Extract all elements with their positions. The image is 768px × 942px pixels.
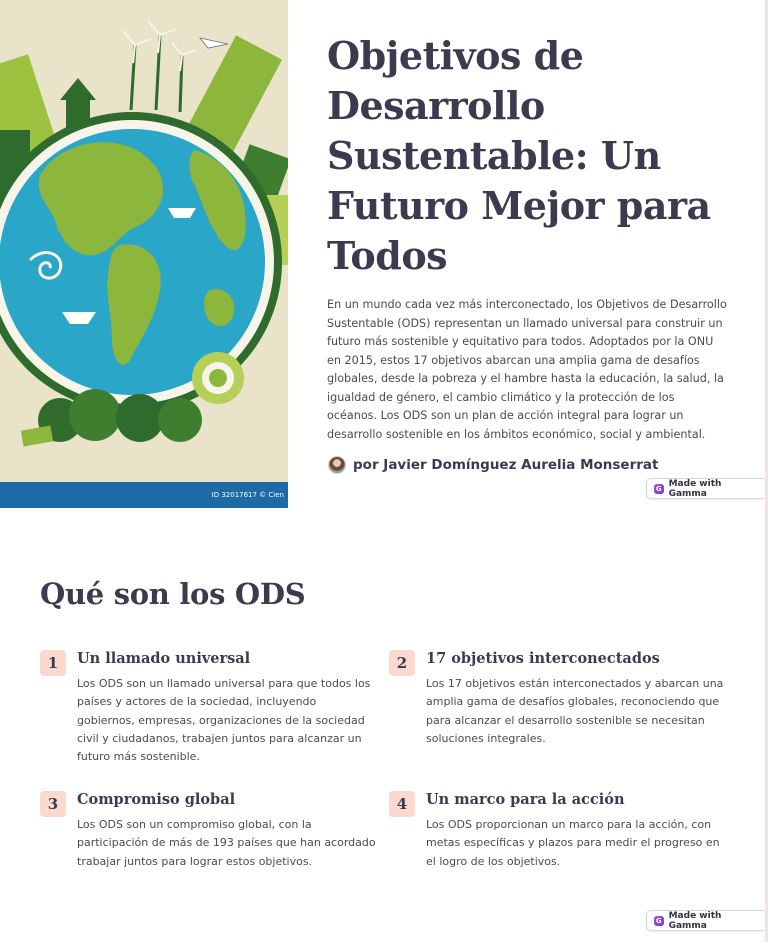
item-title: Compromiso global: [77, 791, 236, 808]
author-byline: [328, 456, 658, 474]
page-title: Objetivos de Desarrollo Sustentable: Un Futuro Mejor para Todos: [327, 33, 711, 278]
section-title: Qué son los ODS: [40, 577, 306, 611]
item-body: Los ODS son un compromiso global, con la participación de más de 193 países que han acordado trabajar juntos para lograr estos objetivos.: [77, 818, 376, 868]
gamma-logo-icon: G: [655, 484, 662, 493]
intro-paragraph: En un mundo cada vez más interconectado, los Objetivos de Desarrollo Sustentable (ODS) representan un llamado universal para construir un futuro más sostenible y equitativo para todos. Adoptados por la ONU en 2015, estos 17 objetivos abarcan una amplia gama de desafíos globales, desde la pobreza y el hambre hasta la educación, la salud, la igualdad de género, el cambio climático y la protección de los océanos. Los ODS son un plan de acción integral para lograr un desarrollo sostenible en los ámbitos económico, social y ambiental.: [327, 298, 727, 441]
item-title: Un marco para la acción: [426, 791, 625, 808]
hero-illustration: [0, 0, 288, 508]
made-with-gamma-badge[interactable]: [646, 910, 768, 931]
made-with-gamma-label: Made with Gamma: [668, 478, 722, 499]
item-number-badge: 1: [40, 650, 66, 676]
item-body: Los ODS proporcionan un marco para la acción, con metas específicas y plazos para medir el progreso en el logro de los objetivos.: [426, 818, 720, 868]
avatar: [328, 456, 346, 474]
earth-illustration: [0, 0, 288, 508]
image-credit-bar: ID 32017617 © Cien: [0, 482, 288, 508]
author-name: por Javier Domínguez Aurelia Monserrat: [353, 457, 659, 473]
made-with-gamma-label: Made with Gamma: [668, 910, 722, 931]
item-number-badge: 2: [389, 650, 415, 676]
made-with-gamma-badge[interactable]: [646, 478, 768, 499]
item-body: Los 17 objetivos están interconectados y abarcan una amplia gama de desafíos globales, reconociendo que para alcanzar el desarrollo sostenible se necesitan soluciones integrales.: [426, 677, 724, 745]
gamma-logo-icon: G: [655, 916, 662, 925]
item-number-badge: 4: [389, 791, 415, 817]
item-number-badge: 3: [40, 791, 66, 817]
item-title: Un llamado universal: [77, 650, 251, 667]
item-body: Los ODS son un llamado universal para que todos los países y actores de la sociedad, incluyendo gobiernos, empresas, organizaciones de la sociedad civil y ciudadanos, trabajen juntos para alcanzar un futuro más sostenible.: [77, 677, 371, 764]
item-title: 17 objetivos interconectados: [426, 650, 660, 667]
